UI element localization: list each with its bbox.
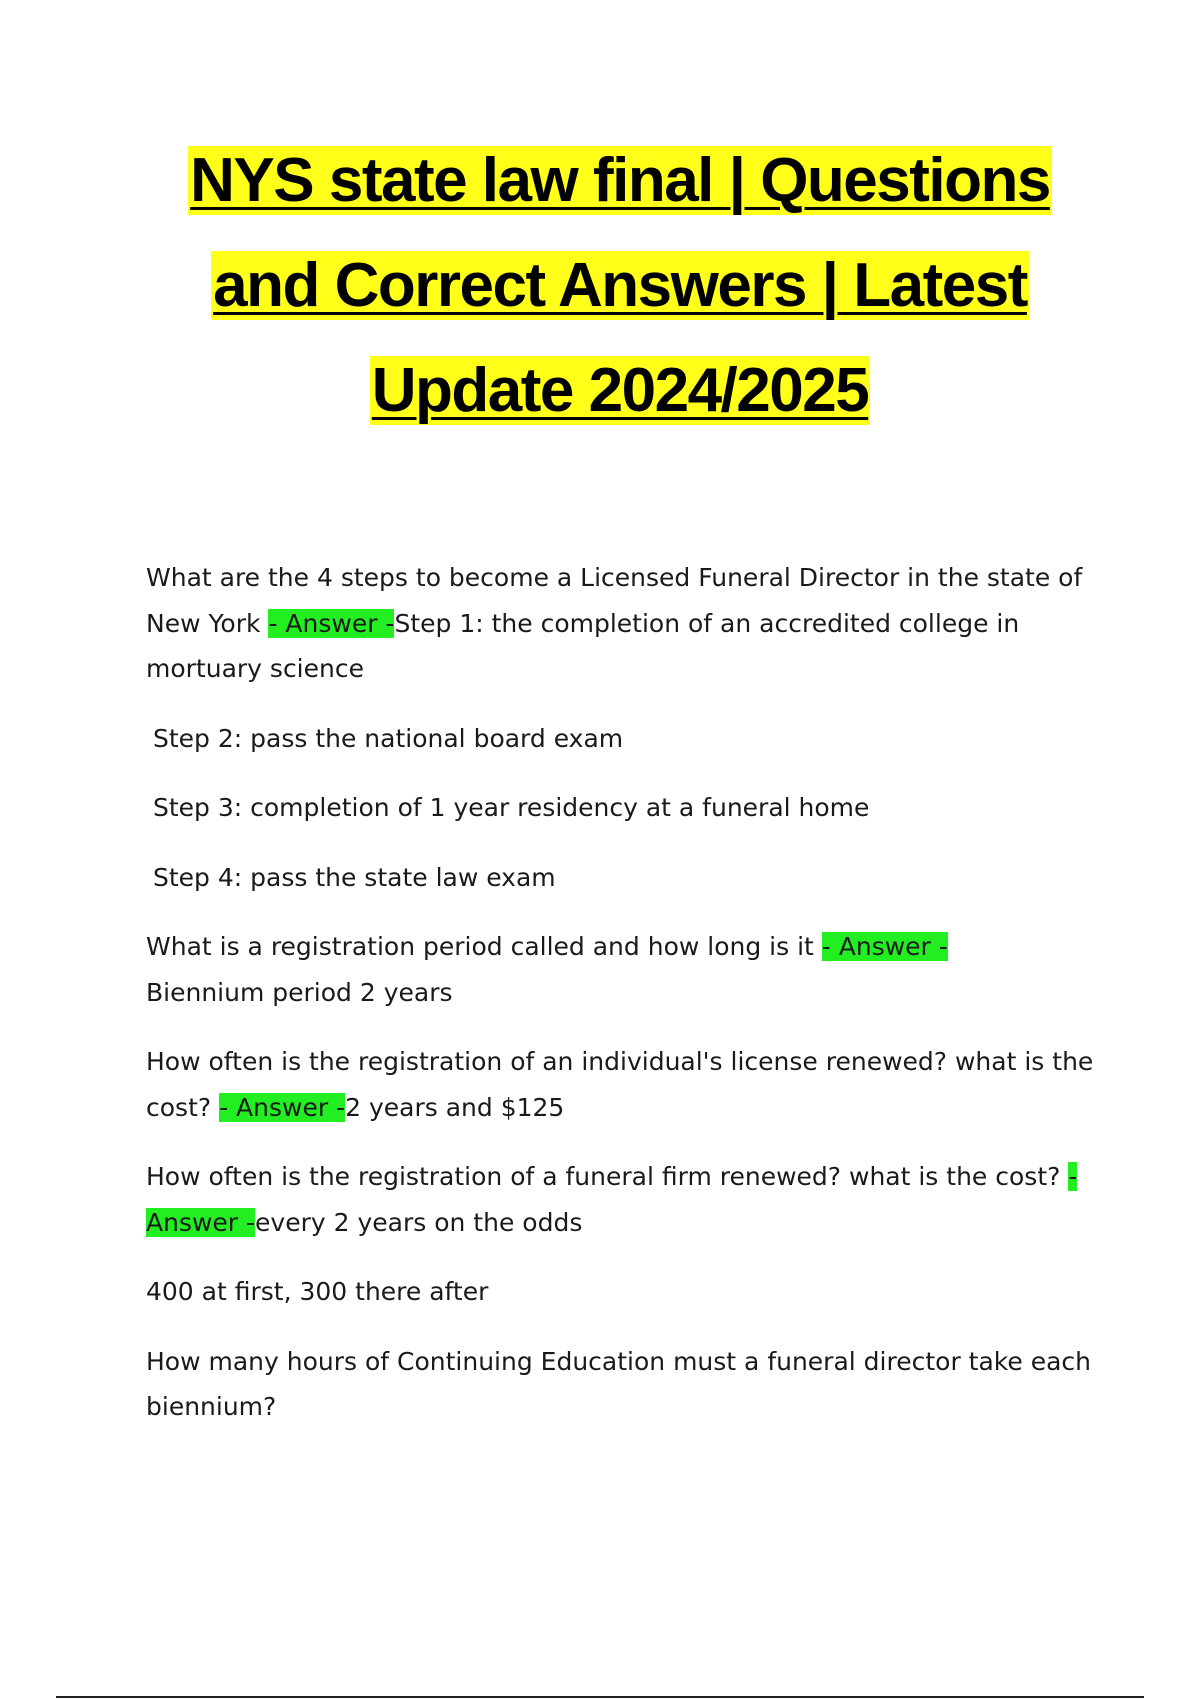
qa-item-3: [146, 1039, 1096, 1130]
answer-text: Biennium period 2 years: [146, 977, 453, 1007]
page-bottom-divider: [56, 1696, 1144, 1698]
answer-marker: - Answer -: [219, 1092, 346, 1122]
qa-item-4: [146, 1154, 1096, 1245]
answer-text: 2 years and $125: [345, 1092, 565, 1122]
title-line-1: NYS state law final | Questions: [190, 146, 1050, 215]
qa-item-2: [146, 924, 1096, 1015]
qa-item-5: [146, 1339, 1096, 1430]
title-line-2: and Correct Answers | Latest: [213, 251, 1027, 320]
answer-marker: - Answer -: [146, 1162, 1078, 1237]
qa-list: [146, 555, 1096, 1454]
answer-continuation: 400 at first, 300 there after: [146, 1277, 489, 1306]
question-text: How many hours of Continuing Education must a funeral director take each biennium?: [146, 1346, 1091, 1421]
qa-item-1: [146, 555, 1096, 692]
answer-marker: - Answer -: [821, 932, 948, 961]
answer-continuation: Step 4: pass the state law exam: [153, 862, 556, 892]
question-text: How often is the registration of a funeral firm renewed? what is the cost?: [146, 1162, 1061, 1191]
question-text: How often is the registration of an individual's license renewed? what is the cost?: [146, 1047, 1094, 1122]
answer-text: Step 1: the completion of an accredited college in mortuary science: [146, 608, 1020, 683]
answer-text: every 2 years on the odds: [255, 1207, 583, 1237]
answer-marker: - Answer -: [268, 608, 395, 638]
title-line-3: Update 2024/2025: [371, 356, 869, 425]
answer-continuation: Step 2: pass the national board exam: [153, 723, 624, 753]
question-text: What is a registration period called and how long is it: [146, 932, 814, 961]
document-title: [120, 128, 1120, 443]
answer-continuation: Step 3: completion of 1 year residency at a funeral home: [153, 793, 870, 822]
question-text: What are the 4 steps to become a Licensed Funeral Director in the state of New York: [146, 563, 1083, 638]
